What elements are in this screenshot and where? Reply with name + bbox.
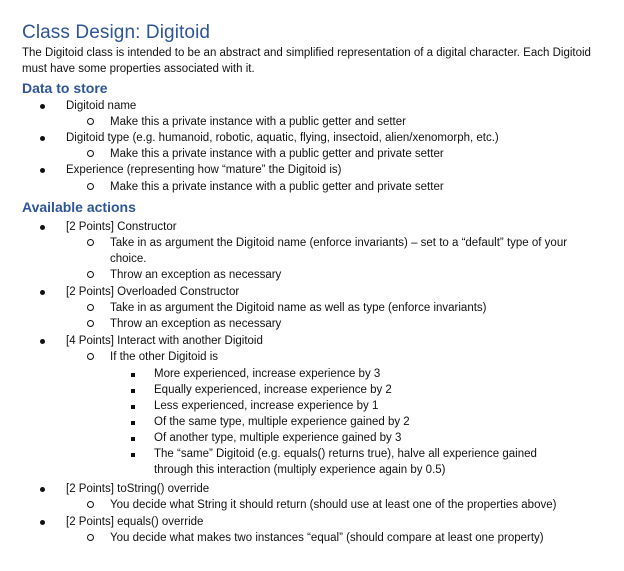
sub-list-item: If the other Digitoid is (110, 351, 219, 363)
sub-list-item: Make this a private instance with a public getter and setter (110, 116, 406, 128)
bullet-circle-icon (87, 267, 94, 283)
sub-sub-list-item: Of another type, multiple experience gained by 3 (154, 432, 402, 444)
list-item: Digitoid name (66, 100, 137, 112)
sub-sub-list-item: More experienced, increase experience by 3 (154, 368, 381, 380)
bullet-dot-icon (40, 333, 45, 349)
sub-list-item: You decide what makes two instances “equal” (should compare at least one property) (110, 532, 544, 544)
list-item: [2 Points] Overloaded Constructor (66, 286, 240, 298)
bullet-dot-icon (40, 219, 45, 235)
bullet-dot-icon (40, 481, 45, 497)
bullet-square-icon (131, 446, 135, 462)
sub-list-item: Make this a private instance with a public getter and private setter (110, 181, 444, 193)
list-item: Experience (representing how “mature” the Digitoid is) (66, 164, 342, 176)
bullet-circle-icon (87, 146, 94, 162)
list-item: [4 Points] Interact with another Digitoid (66, 335, 263, 347)
bullet-square-icon (131, 414, 135, 430)
sub-sub-list-item: Of the same type, multiple experience gained by 2 (154, 416, 410, 428)
bullet-circle-icon (87, 349, 94, 365)
sub-sub-list-item: Equally experienced, increase experience by 2 (154, 384, 392, 396)
bullet-dot-icon (40, 514, 45, 530)
sub-list-item: Throw an exception as necessary (110, 269, 282, 281)
sub-list-item: Make this a private instance with a public getter and private setter (110, 148, 444, 160)
bullet-circle-icon (87, 235, 94, 251)
sub-list-item: Take in as argument the Digitoid name (enforce invariants) – set to a “default” type of your choice. (110, 237, 568, 265)
sub-list-item: Throw an exception as necessary (110, 318, 282, 330)
list-item: [2 Points] equals() override (66, 516, 204, 528)
intro-paragraph: The Digitoid class is intended to be an abstract and simplified representation of a digital character. Each Digitoid must have some properties associated with it. (22, 47, 591, 75)
list-item: Digitoid type (e.g. humanoid, robotic, aquatic, flying, insectoid, alien/xenomorph, etc.) (66, 132, 499, 144)
sub-sub-list-item: The “same” Digitoid (e.g. equals() returns true), halve all experience gained through this interaction (multiply experience again by 0.5) (154, 448, 537, 476)
page-title: Class Design: Digitoid (22, 22, 211, 43)
bullet-circle-icon (87, 497, 94, 513)
bullet-dot-icon (40, 162, 45, 178)
bullet-dot-icon (40, 98, 45, 114)
sub-sub-list-item: Less experienced, increase experience by 1 (154, 400, 379, 412)
bullet-square-icon (131, 382, 135, 398)
list-item: [2 Points] toString() override (66, 483, 210, 495)
bullet-circle-icon (87, 114, 94, 130)
heading-data-to-store: Data to store (22, 80, 108, 96)
bullet-square-icon (131, 398, 135, 414)
bullet-circle-icon (87, 530, 94, 546)
sub-list-item: Take in as argument the Digitoid name as well as type (enforce invariants) (110, 302, 487, 314)
bullet-circle-icon (87, 179, 94, 195)
bullet-circle-icon (87, 300, 94, 316)
bullet-square-icon (131, 366, 135, 382)
bullet-square-icon (131, 430, 135, 446)
bullet-circle-icon (87, 316, 94, 332)
sub-list-item: You decide what String it should return (should use at least one of the properties above) (110, 499, 557, 511)
list-item: [2 Points] Constructor (66, 221, 177, 233)
bullet-dot-icon (40, 130, 45, 146)
bullet-dot-icon (40, 284, 45, 300)
heading-available-actions: Available actions (22, 199, 136, 215)
